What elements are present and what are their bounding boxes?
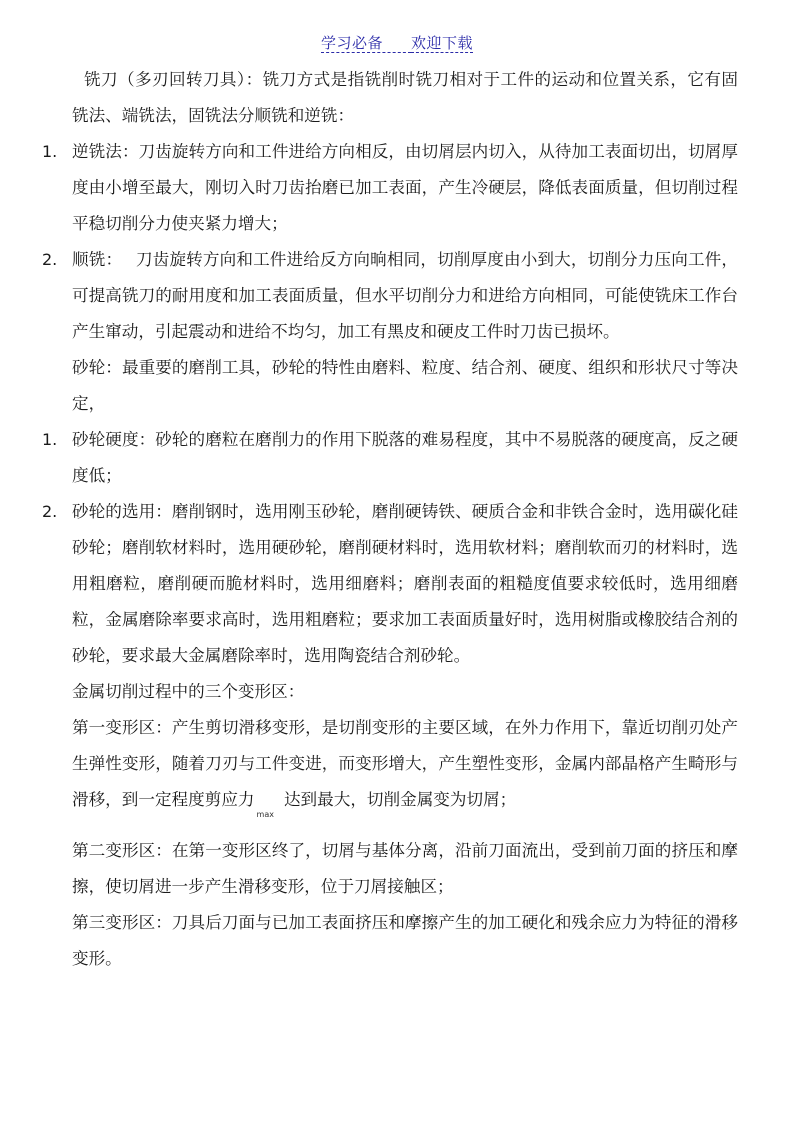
list-number: 2. bbox=[42, 502, 58, 521]
list-item bbox=[40, 242, 738, 350]
page-header bbox=[0, 32, 794, 53]
list-item-text: 砂轮的选用：磨削钢时，选用刚玉砂轮，磨削硬铸铁、硬质合金和非铁合金时，选用碳化硅砂轮；磨削软材料时，选用硬砂轮，磨削硬材料时，选用软材料；磨削软而刃的材料时，选用粗磨粒，磨削硬而脆材料时，选用细磨料；磨削表面的粗糙度值要求较低时，选用细磨粒，金属磨除率要求高时，选用粗磨粒；要求加工表面质量好时，选用树脂或橡胶结合剂的砂轮，要求最大金属磨除率时，选用陶瓷结合剂砂轮。 bbox=[72, 502, 738, 665]
zones-title: 金属切削过程中的三个变形区： bbox=[72, 682, 305, 701]
zone1-text-after: 达到最大，切削金属变为切屑； bbox=[283, 790, 517, 809]
list-item-text: 逆铣法：刀齿旋转方向和工件进给方向相反，由切屑层内切入，从待加工表面切出，切屑厚度由小增至最大，刚切入时刀齿抬磨已加工表面，产生冷硬层，降低表面质量，但切削过程平稳切削分力使夹紧力增大； bbox=[72, 142, 738, 233]
zone3-paragraph: 第三变形区：刀具后刀面与已加工表面挤压和摩擦产生的加工硬化和残余应力为特征的滑移变形。 bbox=[72, 913, 738, 968]
list-item bbox=[40, 422, 738, 494]
list-number: 1. bbox=[42, 142, 58, 161]
header-right-text: 欢迎下载 bbox=[411, 34, 474, 52]
zone1-text-before: 第一变形区：产生剪切滑移变形，是切削变形的主要区域，在外力作用下，靠近切削刃处产生弹性变形，随着刀刃与工件变进，而变形增大，产生塑性变形，金属内部晶格产生畸形与滑移，到一定程度剪应力 bbox=[72, 718, 738, 809]
list-item bbox=[40, 494, 738, 674]
list-number: 2. bbox=[42, 250, 58, 269]
list-number: 1. bbox=[42, 430, 58, 449]
list-item bbox=[40, 134, 738, 242]
grinding-intro-paragraph: 砂轮：最重要的磨削工具，砂轮的特性由磨料、粒度、结合剂、硬度、组织和形状尺寸等决定， bbox=[72, 358, 738, 413]
list-item-text: 砂轮硬度：砂轮的磨粒在磨削力的作用下脱落的难易程度，其中不易脱落的硬度高，反之硬度低； bbox=[72, 430, 738, 485]
tau-max-subscript: max bbox=[256, 810, 274, 819]
zone1-paragraph bbox=[40, 710, 738, 833]
document-body bbox=[40, 62, 738, 977]
list-item-text: 顺铣： 刀齿旋转方向和工件进给反方向晌相同，切削厚度由小到大，切削分力压向工件，可提高铣刀的耐用度和加工表面质量，但水平切削分力和进给方向相同，可能使铣床工作台产生窜动，引起震动和进给不均匀，加工有黑皮和硬皮工件时刀齿已损坏。 bbox=[72, 250, 738, 341]
header-left-text: 学习必备 bbox=[321, 34, 411, 53]
milling-intro-paragraph: 铣刀（多刃回转刀具）：铣刀方式是指铣削时铣刀相对于工件的运动和位置关系，它有固铣法、端铣法，固铣法分顺铣和逆铣： bbox=[72, 70, 738, 125]
zone2-paragraph: 第二变形区：在第一变形区终了，切屑与基体分离，沿前刀面流出，受到前刀面的挤压和摩擦，使切屑进一步产生滑移变形，位于刀屑接触区； bbox=[72, 841, 738, 896]
